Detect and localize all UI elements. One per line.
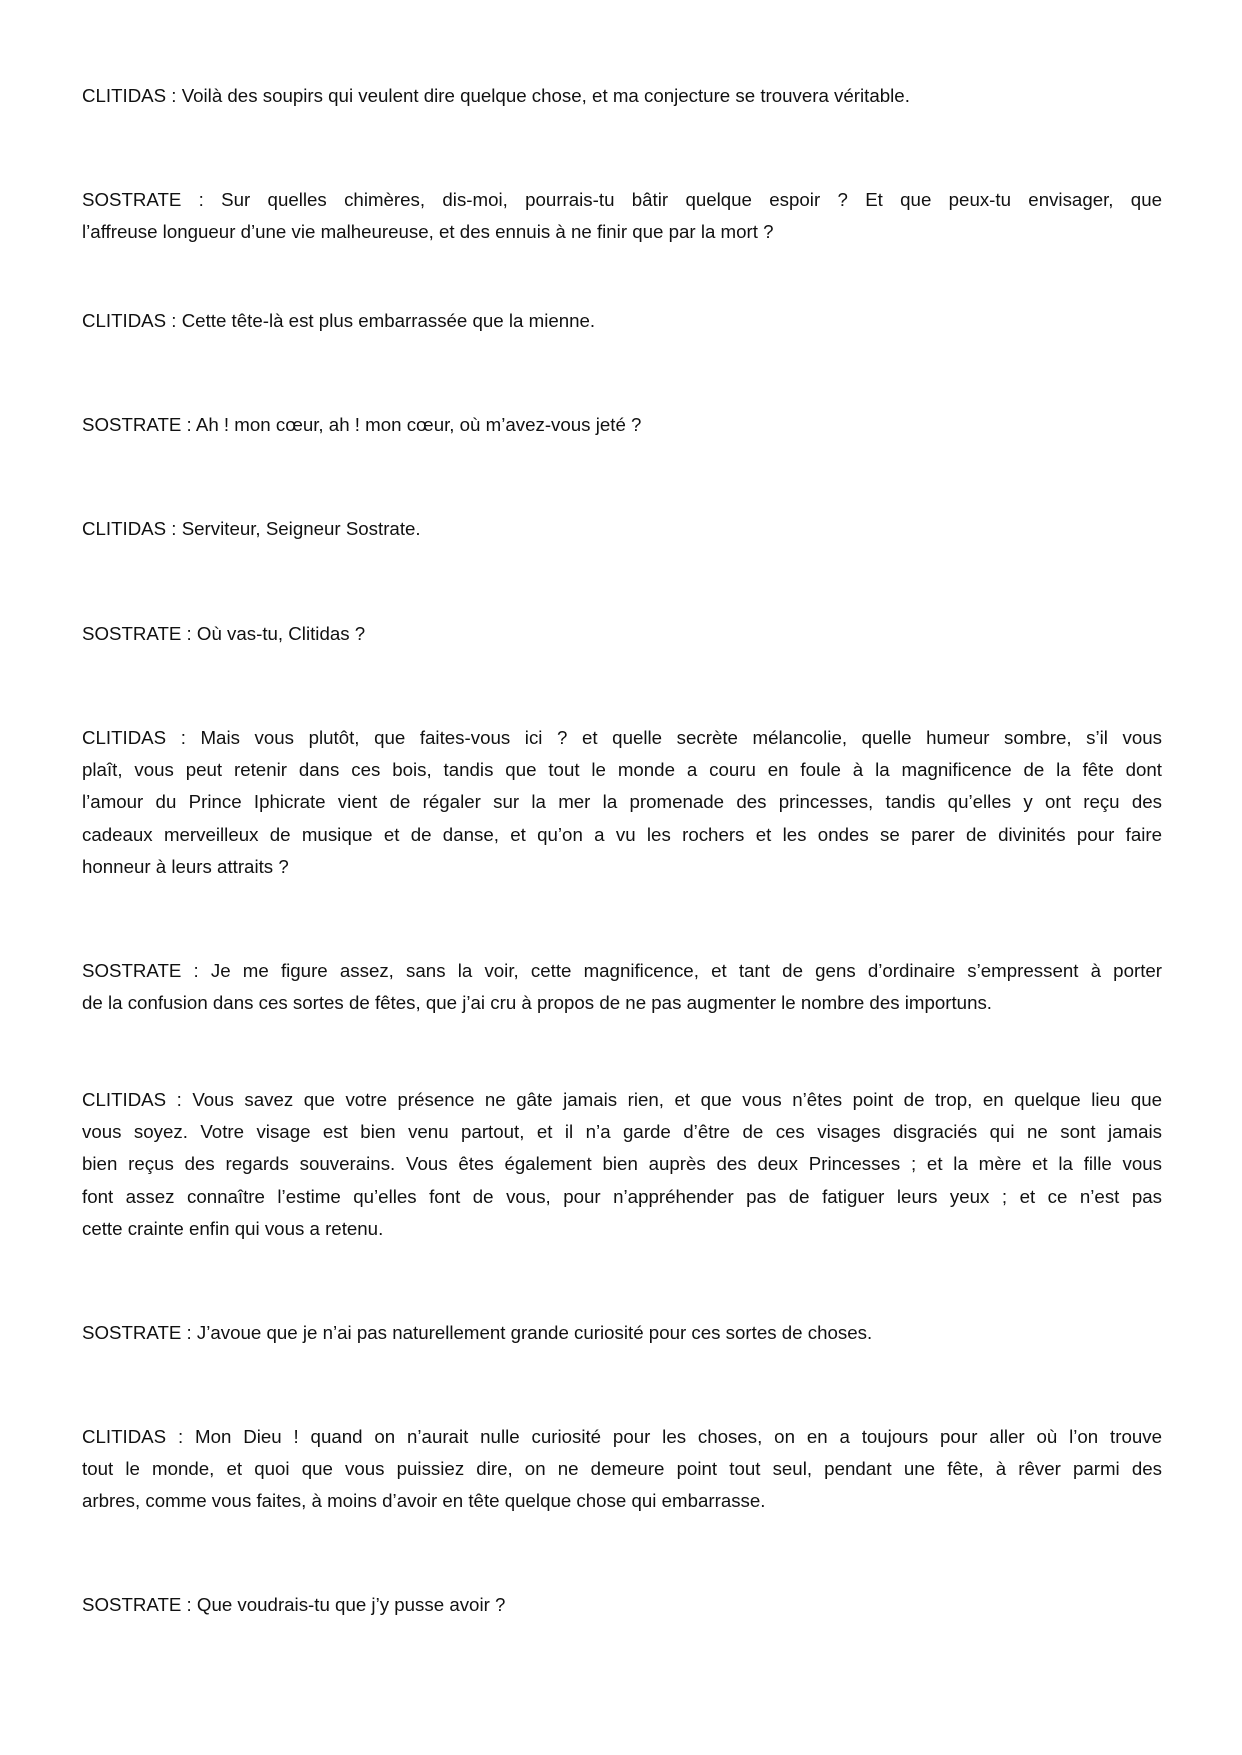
dialogue-line: SOSTRATE : Où vas-tu, Clitidas ? bbox=[82, 623, 366, 644]
dialogue-line: CLITIDAS : Vous savez que votre présence ne gâte jamais rien, et que vous n’êtes point de trop, en quelque lieu que bbox=[82, 1089, 1162, 1110]
dialogue-line: CLITIDAS : Cette tête-là est plus embarrassée que la mienne. bbox=[82, 310, 596, 331]
dialogue-line: plaît, vous peut retenir dans ces bois, tandis que tout le monde a couru en foule à la magnificence de la fête dont bbox=[82, 759, 1162, 780]
dialogue-line: CLITIDAS : Voilà des soupirs qui veulent dire quelque chose, et ma conjecture se trouvera véritable. bbox=[82, 85, 910, 106]
dialogue-line: CLITIDAS : Mon Dieu ! quand on n’aurait nulle curiosité pour les choses, on en a toujours pour aller où l’on trouve bbox=[82, 1426, 1162, 1447]
dialogue-line: l’affreuse longueur d’une vie malheureuse, et des ennuis à ne finir que par la mort ? bbox=[82, 221, 774, 242]
dialogue-line: font assez connaître l’estime qu’elles font de vous, pour n’appréhender pas de fatiguer leurs yeux ; et ce n’est pas bbox=[82, 1186, 1162, 1207]
dialogue-line: SOSTRATE : Ah ! mon cœur, ah ! mon cœur, où m’avez-vous jeté ? bbox=[82, 414, 642, 435]
dialogue-line: SOSTRATE : Je me figure assez, sans la voir, cette magnificence, et tant de gens d’ordinaire s’empressent à porter bbox=[82, 960, 1162, 981]
dialogue-line: bien reçus des regards souverains. Vous êtes également bien auprès des deux Princesses ; et la mère et la fille vous bbox=[82, 1153, 1162, 1174]
dialogue-line: arbres, comme vous faites, à moins d’avoir en tête quelque chose qui embarrasse. bbox=[82, 1490, 766, 1511]
dialogue-line: SOSTRATE : Sur quelles chimères, dis-moi, pourrais-tu bâtir quelque espoir ? Et que peux-tu envisager, que bbox=[82, 189, 1162, 210]
dialogue-line: cadeaux merveilleux de musique et de danse, et qu’on a vu les rochers et les ondes se parer de divinités pour faire bbox=[82, 824, 1162, 845]
dialogue-line: honneur à leurs attraits ? bbox=[82, 856, 289, 877]
dialogue-line: CLITIDAS : Serviteur, Seigneur Sostrate. bbox=[82, 518, 421, 539]
dialogue-line: l’amour du Prince Iphicrate vient de régaler sur la mer la promenade des princesses, tandis qu’elles y ont reçu des bbox=[82, 791, 1162, 812]
dialogue-line: de la confusion dans ces sortes de fêtes, que j’ai cru à propos de ne pas augmenter le nombre des importuns. bbox=[82, 992, 992, 1013]
dialogue-line: CLITIDAS : Mais vous plutôt, que faites-vous ici ? et quelle secrète mélancolie, quelle humeur sombre, s’il vous bbox=[82, 727, 1162, 748]
dialogue-line: SOSTRATE : Que voudrais-tu que j’y pusse avoir ? bbox=[82, 1594, 506, 1615]
dialogue-line: tout le monde, et quoi que vous puissiez dire, on ne demeure point tout seul, pendant une fête, à rêver parmi des bbox=[82, 1458, 1162, 1479]
dialogue-line: vous soyez. Votre visage est bien venu partout, et il n’a garde d’être de ces visages disgraciés qui ne sont jamais bbox=[82, 1121, 1162, 1142]
dialogue-line: cette crainte enfin qui vous a retenu. bbox=[82, 1218, 384, 1239]
dialogue-line: SOSTRATE : J’avoue que je n’ai pas naturellement grande curiosité pour ces sortes de choses. bbox=[82, 1322, 873, 1343]
